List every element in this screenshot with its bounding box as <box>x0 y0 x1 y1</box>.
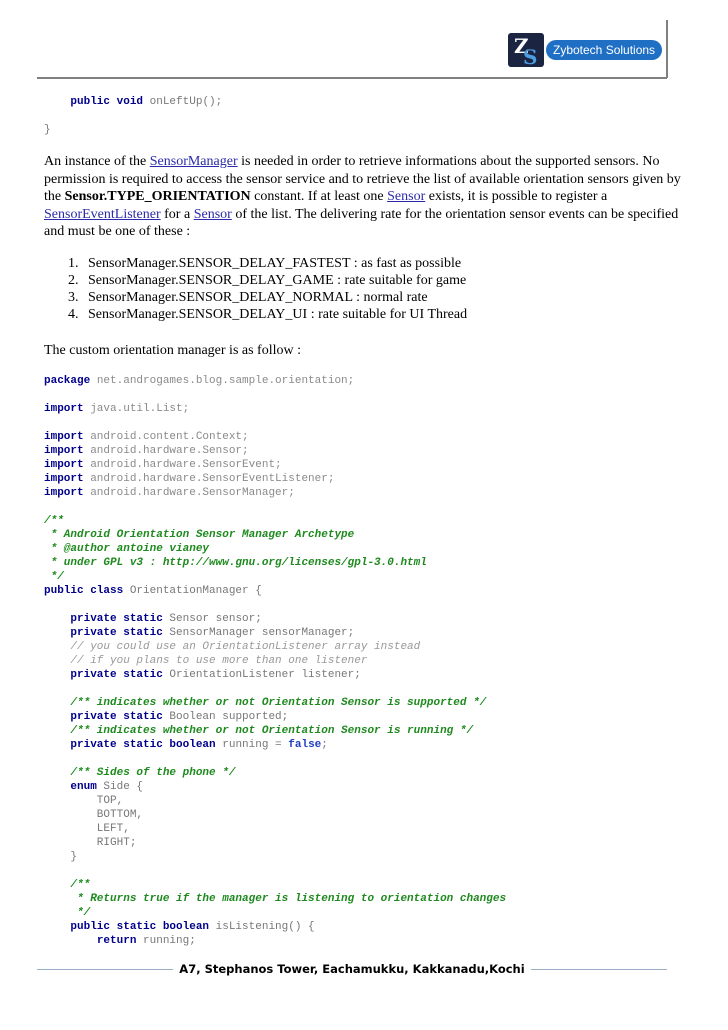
sensormanager-link[interactable]: SensorManager <box>149 154 238 169</box>
code-line <box>44 486 506 500</box>
code-token: return <box>96 935 137 947</box>
code-token: */ <box>44 907 91 919</box>
code-line <box>44 920 506 934</box>
code-token: /** Sides of the phone */ <box>44 767 236 779</box>
company-name: Zybotech Solutions <box>546 40 662 60</box>
code-line <box>44 430 506 444</box>
list-number: 2. <box>68 273 79 288</box>
code-token <box>44 711 70 723</box>
code-line <box>44 528 506 542</box>
code-token: Side { <box>96 781 144 793</box>
code-token: /** indicates whether or not Orientation Sensor is running */ <box>44 725 474 737</box>
code-token: private static <box>70 627 163 639</box>
code-token: android.hardware.Sensor; <box>83 445 249 457</box>
code-token <box>44 781 70 793</box>
list-number: 1. <box>68 256 79 271</box>
code-line <box>44 696 506 710</box>
code-token: import <box>44 431 84 443</box>
code-token <box>44 669 70 681</box>
code-line <box>44 654 506 668</box>
code-token: TOP, <box>44 795 124 807</box>
code-token: */ <box>44 571 64 583</box>
para-text: exists, it is possible to register a <box>425 189 608 204</box>
code-line <box>44 682 506 696</box>
code-token: running; <box>136 935 196 947</box>
code-token: Sensor sensor; <box>162 613 262 625</box>
para-text: An instance of the <box>44 154 150 169</box>
code-intro-text: The custom orientation manager is as follow : <box>44 343 301 358</box>
code-token: private static <box>70 669 163 681</box>
footer-address-wrap <box>37 962 667 976</box>
description-paragraph <box>44 153 694 241</box>
code-token: import <box>44 445 84 457</box>
list-item <box>44 306 467 323</box>
code-token: ; <box>321 739 328 751</box>
para-text: constant. If at least one <box>250 189 388 204</box>
code-line <box>44 584 506 598</box>
code-line <box>44 500 506 514</box>
sensoreventlistener-link[interactable]: SensorEventListener <box>44 206 161 222</box>
code-token: /** <box>44 879 91 891</box>
code-token: import <box>44 487 84 499</box>
code-line <box>44 808 506 822</box>
code-token: isListening() { <box>209 921 315 933</box>
code-token: Boolean supported; <box>162 711 289 723</box>
code-token: /** <box>44 515 64 527</box>
code-token: running = <box>215 739 289 751</box>
code-line <box>44 374 506 388</box>
code-token: * @author antoine vianey <box>44 543 210 555</box>
code-token: enum <box>70 781 97 793</box>
code-line <box>44 738 506 752</box>
footer-address: A7, Stephanos Tower, Eachamukku, Kakkanadu,Kochi <box>173 962 530 976</box>
code-line <box>44 542 506 556</box>
code-token: // if you plans to use more than one listener <box>44 655 368 667</box>
code-line <box>44 724 506 738</box>
code-line <box>44 626 506 640</box>
code-line <box>44 878 506 892</box>
sensor-delay-list <box>44 255 467 323</box>
code-token: private static boolean <box>70 739 216 751</box>
code-token: /** indicates whether or not Orientation Sensor is supported */ <box>44 697 487 709</box>
code-token <box>44 935 97 947</box>
code-token: private static <box>70 613 163 625</box>
code-line <box>44 388 506 402</box>
code-block <box>44 374 506 948</box>
list-item-text: SensorManager.SENSOR_DELAY_GAME : rate suitable for game <box>88 273 467 288</box>
logo-emblem <box>508 33 544 67</box>
code-token: BOTTOM, <box>44 809 144 821</box>
code-line <box>44 752 506 766</box>
code-line <box>44 668 506 682</box>
code-token: LEFT, <box>44 823 130 835</box>
list-item <box>44 289 467 306</box>
code-token: OrientationListener listener; <box>162 669 361 681</box>
code-token: android.hardware.SensorEventListener; <box>83 473 335 485</box>
code-token: * Returns true if the manager is listening to orientation changes <box>44 893 507 905</box>
code-line <box>44 794 506 808</box>
code-line <box>44 570 506 584</box>
code-closing-brace: } <box>44 124 51 136</box>
code-line <box>44 598 506 612</box>
code-line <box>44 556 506 570</box>
code-token: private static <box>70 711 163 723</box>
list-item-text: SensorManager.SENSOR_DELAY_UI : rate suitable for UI Thread <box>88 307 468 322</box>
code-line <box>44 822 506 836</box>
code-token: import <box>44 473 84 485</box>
code-line <box>44 612 506 626</box>
code-token: OrientationManager { <box>123 585 262 597</box>
code-line <box>44 710 506 724</box>
code-token <box>44 613 70 625</box>
company-logo <box>508 33 658 67</box>
code-token: package <box>44 375 91 387</box>
header-rule <box>37 77 667 79</box>
sensor-link[interactable]: Sensor <box>387 189 426 204</box>
list-item-text: SensorManager.SENSOR_DELAY_NORMAL : normal rate <box>88 290 428 305</box>
code-token: net.androgames.blog.sample.orientation; <box>90 375 355 387</box>
code-snippet-top: public void onLeftUp(); <box>44 96 223 108</box>
code-token: import <box>44 459 84 471</box>
code-line <box>44 416 506 430</box>
code-line <box>44 934 506 948</box>
code-line <box>44 640 506 654</box>
code-token: import <box>44 403 84 415</box>
code-token: // you could use an OrientationListener array instead <box>44 641 421 653</box>
code-line <box>44 864 506 878</box>
code-line <box>44 514 506 528</box>
code-line <box>44 472 506 486</box>
sensor-link-2[interactable]: Sensor <box>193 206 232 222</box>
list-number: 3. <box>68 290 79 305</box>
code-line <box>44 766 506 780</box>
code-line <box>44 850 506 864</box>
logo-mark-z: Z <box>514 34 529 58</box>
list-item <box>44 255 467 272</box>
code-token: android.hardware.SensorManager; <box>83 487 295 499</box>
code-token: public static boolean <box>70 921 210 933</box>
code-line <box>44 780 506 794</box>
para-text: is needed in order to retrieve informations about the supported sensors. No permission is required to access the sensor service and to retrieve the list of available orientation sensors given by the <box>44 154 681 204</box>
code-line <box>44 892 506 906</box>
code-line <box>44 444 506 458</box>
code-token: * Android Orientation Sensor Manager Archetype <box>44 529 355 541</box>
code-token: RIGHT; <box>44 837 137 849</box>
para-text: of the list. The delivering rate for the orientation sensor events can be specified and must be one of these : <box>44 206 679 239</box>
list-number: 4. <box>68 307 79 322</box>
header-vertical-rule <box>666 20 668 78</box>
list-item-text: SensorManager.SENSOR_DELAY_FASTEST : as fast as possible <box>88 256 462 271</box>
logo-mark-s: S <box>523 45 538 69</box>
code-token <box>44 739 70 751</box>
code-token: SensorManager sensorManager; <box>162 627 355 639</box>
code-token <box>44 627 70 639</box>
code-token: java.util.List; <box>83 403 190 415</box>
code-token <box>44 921 70 933</box>
code-token: } <box>44 851 78 863</box>
list-item <box>44 272 467 289</box>
code-line <box>44 402 506 416</box>
code-line <box>44 906 506 920</box>
code-token: android.content.Context; <box>83 431 249 443</box>
code-token: false <box>288 739 322 751</box>
code-line <box>44 458 506 472</box>
code-token: * under GPL v3 : http://www.gnu.org/licenses/gpl-3.0.html <box>44 557 427 569</box>
footer <box>37 955 667 985</box>
type-orientation-constant: Sensor.TYPE_ORIENTATION <box>64 189 251 204</box>
code-line <box>44 836 506 850</box>
code-token: android.hardware.SensorEvent; <box>83 459 282 471</box>
para-text: for a <box>160 206 194 222</box>
code-token: public class <box>44 585 124 597</box>
